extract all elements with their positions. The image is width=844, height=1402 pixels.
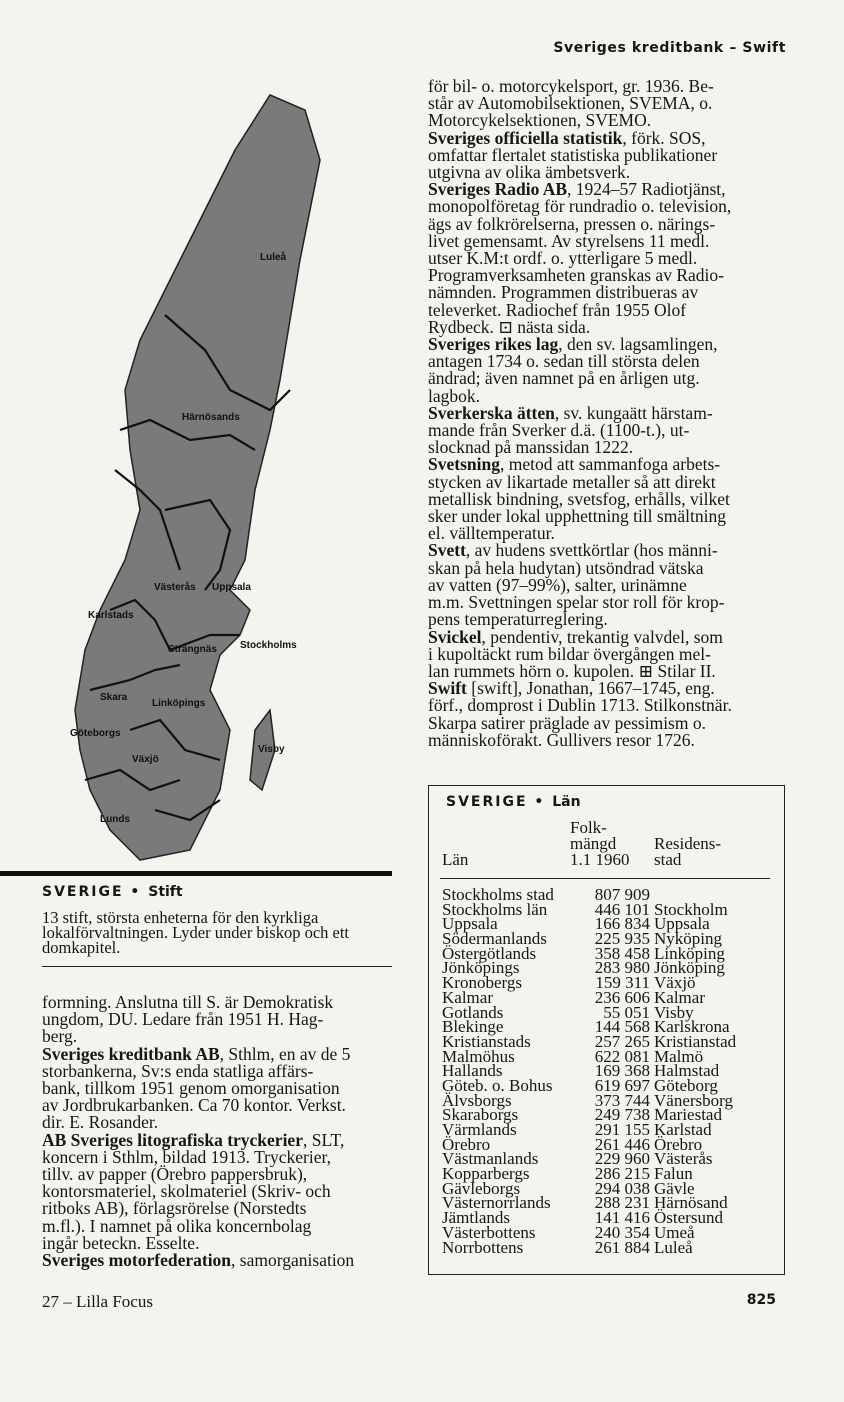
cell-residence: Östersund	[654, 1208, 723, 1228]
text-line: Swift [swift], Jonathan, 1667–1745, eng.	[428, 678, 715, 699]
text-line: i kupoltäckt rum bildar övergången mel-	[428, 643, 711, 664]
text-line: Sveriges officiella statistik, förk. SOS,	[428, 127, 706, 148]
col-header-folk: Folk- mängd 1.1 1960	[570, 818, 630, 869]
cell-population: 286 215	[594, 1164, 650, 1184]
text-line: Svickel, pendentiv, trekantig valvdel, som	[428, 626, 723, 647]
text-line: för bil- o. motorcykelsport, gr. 1936. Be-	[428, 76, 714, 96]
text-line: metallisk bindning, svetsfog, erhålls, vilket	[428, 488, 730, 509]
cell-population: 236 606	[594, 987, 650, 1007]
cell-residence: Falun	[654, 1164, 693, 1184]
text-line: koncern i Sthlm, bildad 1913. Tryckerier,	[42, 1146, 331, 1167]
cell-population: 807 909	[594, 885, 650, 904]
cell-population: 229 960	[594, 1149, 650, 1169]
text-line: lagbok.	[428, 385, 481, 406]
cell-population: 240 354	[594, 1222, 650, 1242]
cell-population: 261 884	[594, 1237, 650, 1257]
cell-population: 249 738	[594, 1105, 650, 1125]
map-label-stockholm: Stockholms	[240, 640, 297, 651]
cell-lan: Västmanlands	[442, 1149, 539, 1169]
text-line: ändrad; även namnet på en årligen utg.	[428, 368, 700, 389]
text-line: Svett, av hudens svettkörtlar (hos männi-	[428, 540, 718, 561]
text-line: Skarpa satirer präglade av pessimism o.	[428, 712, 706, 733]
cell-residence: Göteborg	[654, 1075, 718, 1095]
map-label-linkoping: Linköpings	[152, 698, 206, 709]
text-line: skan på hela hudytan) utsöndrad vätska	[428, 557, 704, 578]
cell-residence: Uppsala	[654, 914, 710, 934]
cell-lan: Västernorrlands	[442, 1193, 551, 1213]
cell-lan: Jämtlands	[442, 1208, 510, 1228]
running-header: Sveriges kreditbank – Swift	[553, 40, 786, 56]
page-number: 825	[746, 1292, 776, 1308]
map-label-strangnas: Strängnäs	[168, 644, 217, 655]
cell-population: 294 038	[594, 1178, 650, 1198]
cell-lan: Kalmar	[442, 987, 493, 1007]
cell-lan: Gotlands	[442, 1002, 504, 1022]
cell-population: 55 051	[603, 1002, 650, 1022]
map-caption-rule	[0, 871, 392, 876]
text-line: pens temperaturreglering.	[428, 609, 608, 630]
text-line: berg.	[42, 1026, 78, 1047]
text-line: livet gemensamt. Av styrelsens 11 medl.	[428, 230, 710, 251]
cell-lan: Gävleborgs	[442, 1178, 521, 1198]
map-label-uppsala: Uppsala	[212, 582, 251, 593]
cell-population: 159 311	[595, 973, 650, 993]
text-line: av Jordbrukarbanken. Ca 70 kontor. Verkst.	[42, 1095, 346, 1116]
lan-table-rule	[440, 878, 770, 879]
cell-lan: Östergötlands	[442, 943, 537, 963]
cell-residence: Mariestad	[654, 1105, 722, 1125]
cell-population: 291 155	[594, 1120, 650, 1139]
map-label-goteborg: Göteborgs	[70, 728, 121, 739]
cell-residence: Luleå	[654, 1237, 693, 1257]
lan-table-title: SVERIGE • Län	[446, 794, 581, 810]
cell-lan: Malmöhus	[442, 1046, 515, 1066]
text-line: el. välltemperatur.	[428, 523, 555, 544]
cell-residence: Linköping	[654, 943, 725, 963]
text-line: förf., domprost i Dublin 1713. Stilkonstnär.	[428, 695, 732, 716]
cell-residence: Vänersborg	[654, 1090, 733, 1110]
cell-residence: Stockholm	[654, 899, 728, 919]
text-line: storbankerna, Sv:s enda statliga affärs-	[42, 1060, 314, 1081]
text-line: Sveriges Radio AB, 1924–57 Radiotjänst,	[428, 179, 726, 200]
text-line: sker under lokal upphettning till smältning	[428, 506, 726, 527]
map-label-visby: Visby	[258, 744, 285, 755]
text-line: slocknad på manssidan 1222.	[428, 437, 634, 458]
stift-caption-rule	[42, 966, 392, 967]
text-line: mande från Sverker d.ä. (1100-t.), ut-	[428, 420, 690, 441]
text-line: Sveriges motorfederation, samorganisation	[42, 1250, 355, 1271]
cell-lan: Stockholms län	[442, 899, 548, 919]
cell-lan: Kristianstads	[442, 1031, 531, 1051]
text-line: dir. E. Rosander.	[42, 1112, 159, 1133]
cell-residence: Jönköping	[654, 958, 725, 978]
cell-residence: Härnösand	[654, 1193, 728, 1213]
cell-lan: Värmlands	[442, 1120, 517, 1139]
cell-population: 446 101	[594, 899, 650, 919]
stift-caption-title: SVERIGE • Stift	[42, 884, 183, 900]
map-label-lulea: Luleå	[260, 252, 287, 263]
cell-residence: Umeå	[654, 1222, 695, 1242]
text-line: Motorcykelsektionen, SVEMO.	[428, 110, 652, 131]
cell-residence: Karlstad	[654, 1120, 712, 1139]
cell-population: 622 081	[594, 1046, 650, 1066]
text-line: kontorsmateriel, skolmateriel (Skriv- och	[42, 1181, 331, 1202]
cell-residence: Nyköping	[654, 929, 722, 949]
cell-population: 373 744	[594, 1090, 650, 1110]
cell-lan: Norrbottens	[442, 1237, 524, 1257]
col-header-residens: Residens- stad	[654, 834, 722, 869]
sweden-stift-map	[70, 90, 400, 870]
cell-population: 144 568	[594, 1017, 650, 1037]
cell-population: 169 368	[594, 1061, 650, 1081]
text-line: står av Automobilsektionen, SVEMA, o.	[428, 93, 713, 114]
text-line: m.fl.). I namnet på olika koncernbolag	[42, 1215, 312, 1236]
text-line: Svetsning, metod att sammanfoga arbets-	[428, 454, 721, 475]
cell-residence: Karlskrona	[654, 1017, 730, 1037]
text-line: lan rummets hörn o. kupolen. ⊞ Stilar II.	[428, 660, 716, 681]
text-line: ägs av folkrörelserna, pressen o. närings-	[428, 213, 716, 234]
cell-residence: Malmö	[654, 1046, 704, 1066]
cell-population: 358 458	[594, 943, 650, 963]
cell-lan: Kronobergs	[442, 973, 522, 993]
text-line: Sveriges rikes lag, den sv. lagsamlingen,	[428, 334, 718, 355]
text-line: televerket. Radiochef från 1955 Olof	[428, 299, 687, 320]
cell-residence: Gävle	[654, 1178, 695, 1198]
cell-residence: Kalmar	[654, 987, 705, 1007]
text-line: AB Sveriges litografiska tryckerier, SLT,	[42, 1129, 345, 1150]
text-line: monopolföretag för rundradio o. television,	[428, 196, 732, 217]
text-line: människoförakt. Gullivers resor 1726.	[428, 729, 695, 750]
cell-population: 283 980	[594, 958, 650, 978]
text-line: ritboks AB), förlagsrörelse (Norstedts	[42, 1198, 307, 1219]
cell-residence: Visby	[654, 1002, 694, 1022]
text-line: antagen 1734 o. sedan till största delen	[428, 351, 700, 372]
text-line: nämnden. Programmen distribueras av	[428, 282, 699, 303]
map-label-vaxjo: Växjö	[132, 754, 159, 765]
left-column	[42, 994, 394, 1269]
text-line: stycken av likartade metaller så att direkt	[428, 471, 716, 492]
cell-lan: Uppsala	[442, 914, 498, 934]
cell-lan: Göteb. o. Bohus	[442, 1075, 553, 1095]
map-label-vasteras: Västerås	[154, 582, 196, 593]
col-header-lan: Län	[442, 850, 469, 869]
cell-lan: Västerbottens	[442, 1222, 536, 1242]
cell-lan: Kopparbergs	[442, 1164, 530, 1184]
cell-population: 288 231	[594, 1193, 650, 1213]
footer-page-label: 27 – Lilla Focus	[42, 1292, 153, 1311]
cell-lan: Jönköpings	[442, 958, 520, 978]
lan-table-rows	[442, 885, 777, 1257]
cell-population: 619 697	[594, 1075, 650, 1095]
text-line: utser K.M:t ordf. o. ytterligare 5 medl.	[428, 248, 698, 269]
right-column-lines	[428, 78, 788, 749]
stift-caption-text: 13 stift, största enheterna för den kyrkliga lokalförvaltningen. Lyder under biskop och ett domkapitel.	[42, 908, 350, 957]
cell-population: 166 834	[594, 914, 650, 934]
cell-residence: Växjö	[654, 973, 696, 993]
cell-population: 257 265	[594, 1031, 650, 1051]
cell-residence: Västerås	[654, 1149, 713, 1169]
text-line: bank, tillkom 1951 genom omorganisation	[42, 1078, 340, 1099]
map-label-lund: Lunds	[100, 814, 130, 825]
text-line: Rydbeck. ⊡ nästa sida.	[428, 316, 591, 337]
cell-lan: Skaraborgs	[442, 1105, 519, 1125]
text-line: tillv. av papper (Örebro pappersbruk),	[42, 1164, 308, 1185]
cell-lan: Blekinge	[442, 1017, 504, 1037]
cell-lan: Örebro	[442, 1134, 491, 1154]
cell-lan: Hallands	[442, 1061, 503, 1081]
text-line: Sveriges kreditbank AB, Sthlm, en av de 5	[42, 1043, 351, 1064]
map-label-harnosand: Härnösands	[182, 412, 240, 423]
map-label-skara: Skara	[100, 692, 128, 703]
map-label-karlstad: Karlstads	[88, 610, 134, 621]
cell-lan: Södermanlands	[442, 929, 547, 949]
cell-population: 141 416	[594, 1208, 650, 1228]
text-line: ingår beteckn. Esselte.	[42, 1232, 200, 1253]
text-line: ungdom, DU. Ledare från 1951 H. Hag-	[42, 1009, 324, 1030]
table-row	[442, 1237, 777, 1257]
text-line: utgivna av olika ämbetsverk.	[428, 162, 631, 183]
cell-residence: Kristianstad	[654, 1031, 737, 1051]
cell-lan: Stockholms stad	[442, 885, 554, 904]
text-line: m.m. Svettningen spelar stor roll för krop-	[428, 592, 725, 613]
text-line: Sverkerska ätten, sv. kungaätt härstam-	[428, 402, 713, 423]
text-line: av vatten (97–99%), salter, urinämne	[428, 574, 687, 595]
cell-population: 261 446	[594, 1134, 650, 1154]
cell-lan: Älvsborgs	[442, 1090, 512, 1110]
cell-residence: Örebro	[654, 1134, 703, 1154]
text-line: Programverksamheten granskas av Radio-	[428, 265, 724, 286]
cell-residence: Halmstad	[654, 1061, 720, 1081]
cell-population: 225 935	[594, 929, 650, 949]
text-line: omfattar flertalet statistiska publikationer	[428, 144, 718, 165]
text-line: formning. Anslutna till S. är Demokratisk	[42, 992, 334, 1012]
